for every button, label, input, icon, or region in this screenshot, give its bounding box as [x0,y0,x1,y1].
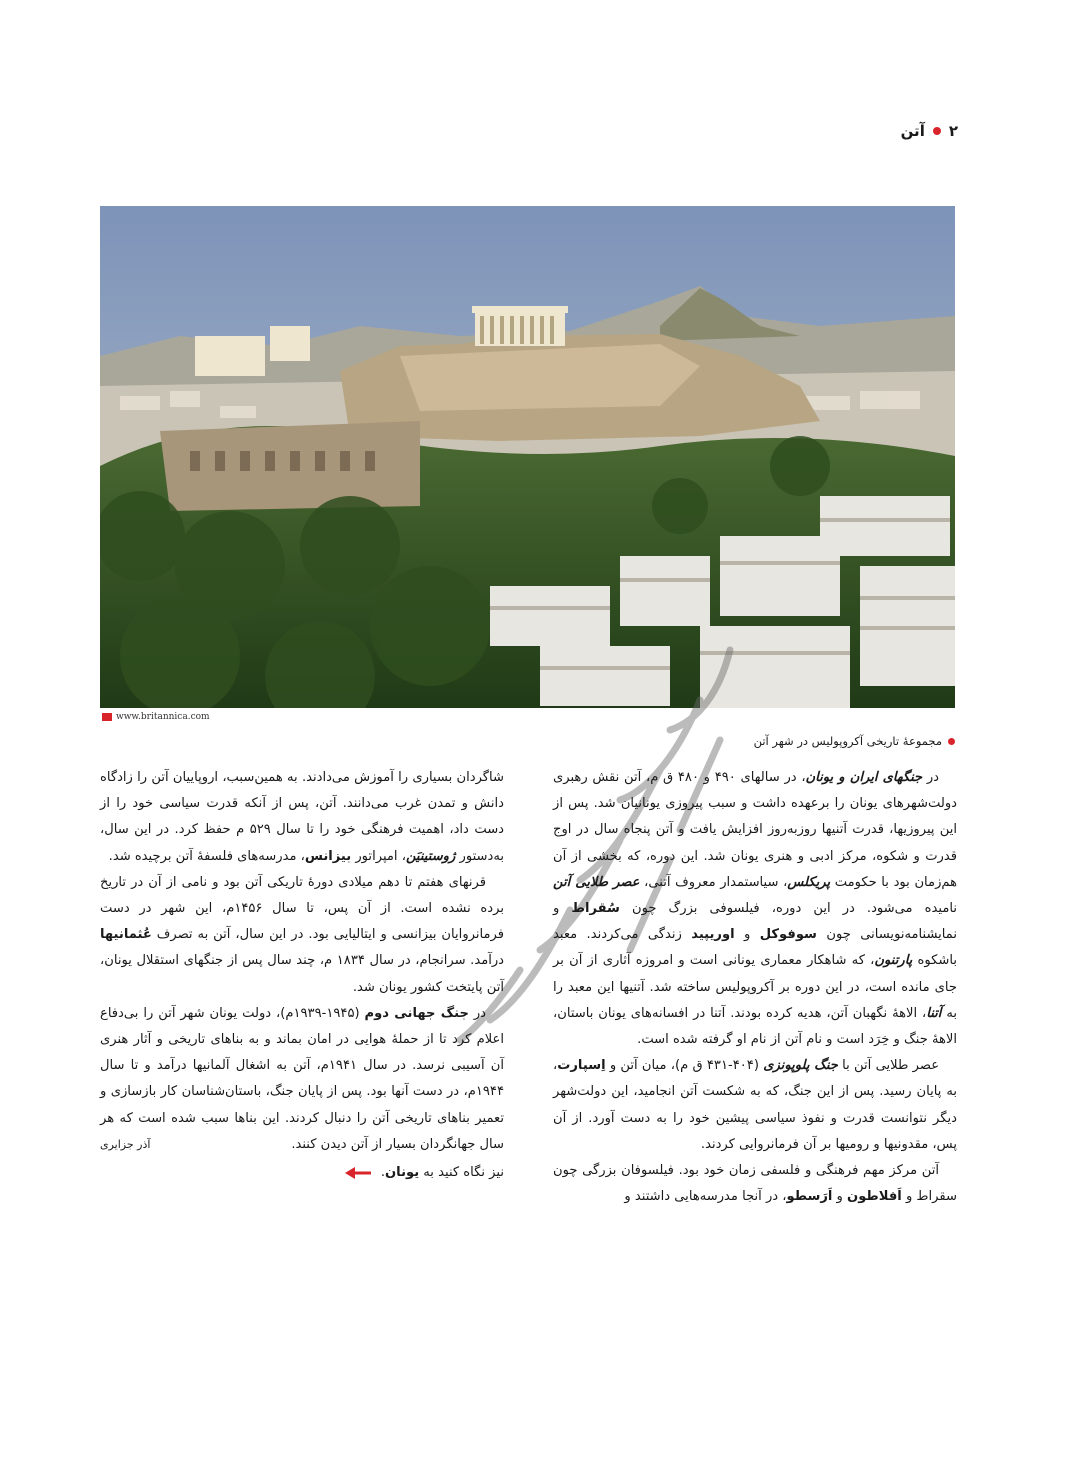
bold-italic-term: جنگ پلوپونزی [763,1058,838,1074]
article-right-column [553,765,957,1210]
page-number: ۲ [948,122,958,140]
text-run: ، مدرسه‌های فلسفهٔ آتن برچیده شد. [108,848,305,864]
see-also [100,1160,504,1186]
bold-term: عُثمانیها [100,927,152,943]
figure-caption-text: مجموعهٔ تاریخی آکروپولیس در شهر آتن [753,734,942,748]
paragraph [553,1158,957,1210]
text-run: زندگی می‌کردند. معبد باشکوه [553,927,957,969]
bold-term: اوریپید [691,927,735,943]
text-run: و [832,1189,848,1205]
paragraph [553,765,957,1053]
bullet-dot-icon [933,127,941,135]
page-header [901,122,958,140]
page-title: آتن [900,122,925,140]
acropolis-photo [100,206,955,708]
text-run: (۴۰۴-۴۳۱ ق م)، میان آتن و [605,1058,764,1074]
bold-term: اَرَسطو [786,1189,833,1205]
bold-term: جنگ جهانی دوم [364,1005,469,1021]
text-run: ، سیاستمدار معروف آتنی، [639,874,788,890]
text-run: در [922,770,939,785]
arrow-left-icon [345,1166,371,1180]
bold-italic-term: آتنا [926,1005,942,1021]
photo-credit-text: www.britannica.com [116,712,210,722]
bold-term: اِسپارت [557,1058,606,1074]
text-run: ، به پایان رسید. پس از این جنگ، که به شکست آتن انجامید، این دولت‌شهر دیگر نتوانست قدرت و نفوذ سیاسی پیشین خود را به دست آورد. از آن پس، مقدونیها و رومیها بر آن فرمانروایی کردند. [553,1058,957,1152]
paragraph [100,765,504,870]
text-run: ، الاههٔ نگهبان آتن، هدیه کرده بودند. آتنا در افسانه‌های یونان باستان، الاههٔ جنگ و خِرَد است و نام آتن از نام او گرفته شده است. [553,1005,957,1048]
text-run: (۱۹۴۵-۱۹۳۹م)، دولت یونان شهر آتن را بی‌دفاع اعلام کرد تا از حملهٔ هوایی در امان بماند و به بناهای تاریخی و آثار هنری آن آسیبی نرسد. در سال ۱۹۴۱م، آتن به اشغال آلمانیها درآمد و تا سال ۱۹۴۴م، در دست آنها بود. پس از پایان جنگ، باستان‌شناسان کار بازسازی و تعمیر بناهای تاریخی آتن را دنبال کردند. این بناها سبب شده است که هر سال جهانگردان بسیار از آتن دیدن کنند. [100,1005,504,1152]
text-run: قرنهای هفتم تا دهم میلادی دورهٔ تاریکی آتن بود و نامی از آن در تاریخ برده نشده است. از آن پس، تا سال ۱۴۵۶م، این شهر در دست فرمانروایان بیزانسی و ایتالیایی بود. در این سال، آتن به تصرف [100,874,504,943]
bold-italic-term: پریکلس [787,874,831,890]
bold-term: سُقراط [571,901,620,917]
text-run: ، امپراتور [351,848,406,864]
bold-italic-term: عصر طلایی آتن [553,874,640,890]
bold-italic-term: جنگهای ایران و یونان [805,770,923,785]
text-run: آتن مرکز مهم فرهنگی و فلسفی زمان خود بود. فیلسوفان بزرگی چون سقراط و [553,1163,957,1205]
text-run: نامیده می‌شود. در این دوره، فیلسوفی بزرگ چون [619,901,957,917]
paragraph [553,1053,957,1158]
see-also-text [381,1160,504,1186]
bold-term: اَفلاطون [847,1189,902,1205]
britannica-logo-icon [102,713,112,721]
text-run: عصر طلایی آتن با [837,1058,940,1074]
bold-term: سوفوکل [759,927,817,943]
text-run: نیز نگاه کنید به [419,1165,504,1181]
text-run: ، در آنجا مدرسه‌هایی داشتند و [624,1189,787,1205]
text-run: درآمد. سرانجام، در سال ۱۸۳۴ م، چند سال پس از جنگهای استقلال یونان، آتن پایتخت کشور یونان شد. [100,953,504,995]
figure-caption [754,734,955,748]
bullet-dot-icon [948,738,955,745]
bold-term: بیزانس [304,848,352,864]
paragraph [100,870,504,1001]
bold-italic-term: پارتنون [874,953,913,969]
bold-italic-term: ژوستینیَن [405,848,456,864]
text-run: . [380,1165,385,1181]
text-run: در [468,1005,487,1021]
article-left-column [100,765,504,1186]
text-run: ، که شاهکار معماری یونانی است و امروزه آثاری از آن بر جای مانده است، در این دوره بر آکروپولیس ساخته شد. آتنیها این معبد را به [553,953,957,1021]
text-run: ، در سالهای ۴۹۰ و ۴۸۰ ق م، آتن نقش رهبری دولت‌شهرهای یونان را برعهده داشت و سبب پیروزی یونانیان شد. پس از این پیروزیها، قدرت آتنیها روزبه‌روز افزایش یافت و آتن پنجاه سال در اوج قدرت و شکوه، مرکز ادبی و هنری یونان شد. این دوره، که بخشی از آن هم‌زمان بود با حکومت [553,770,958,890]
author-name: آذر جزایری [100,1138,151,1152]
bold-term: یونان [384,1165,420,1181]
photo-credit [102,712,210,722]
text-run: و [734,927,760,943]
text-run: و نمایشنامه‌نویسانی چون [553,901,957,943]
text-run: شاگردان بسیاری را آموزش می‌دادند. به همین‌سبب، اروپاییان آتن را زادگاه دانش و تمدن غرب می‌دانند. آتن، پس از آنکه قدرت سیاسی خود را از دست داد، اهمیت فرهنگی خود را تا سال ۵۲۹ م حفظ کرد. در این سال، به‌دستور [100,770,505,864]
